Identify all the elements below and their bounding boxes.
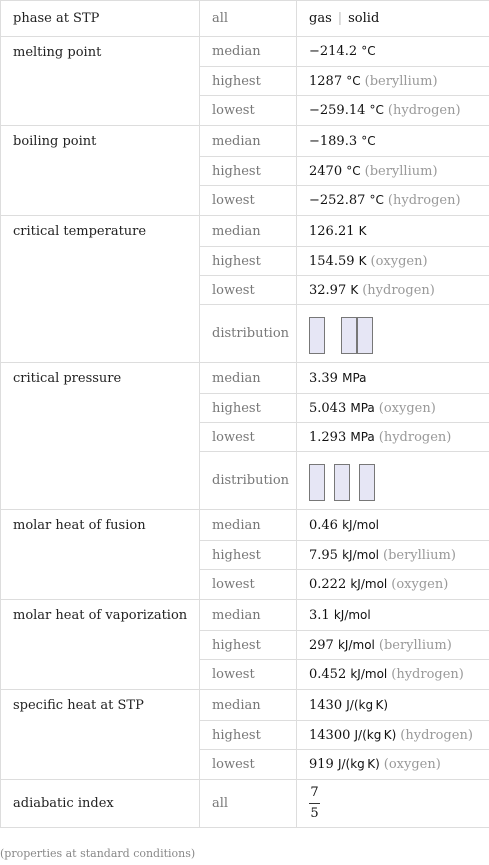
value: 3.1	[309, 607, 330, 623]
numerator: 7	[310, 785, 319, 800]
table-row	[1, 510, 489, 541]
value: 5.043	[309, 400, 347, 416]
row-label: critical pressure	[1, 363, 200, 510]
sub-label: highest	[200, 157, 297, 186]
sub-label: highest	[200, 541, 297, 570]
unit: MPa	[350, 400, 375, 415]
row-label: melting point	[1, 37, 200, 126]
element-note: (beryllium)	[364, 73, 438, 89]
sub-label: distribution	[200, 305, 297, 363]
sub-label: lowest	[200, 423, 297, 452]
value-cell	[297, 394, 489, 423]
sub-label: median	[200, 37, 297, 67]
element-note: (hydrogen)	[378, 429, 452, 445]
unit: kJ/mol	[342, 547, 379, 562]
element-note: (beryllium)	[364, 163, 438, 179]
phase-solid: solid	[348, 11, 380, 26]
histogram-bar	[357, 317, 373, 354]
histogram-bar	[309, 464, 325, 501]
histogram-bar	[309, 317, 325, 354]
unit: MPa	[350, 429, 375, 444]
unit: °C	[361, 44, 376, 58]
unit: J/(kg K)	[337, 757, 380, 771]
value-cell	[297, 157, 489, 186]
value: 0.452	[309, 667, 347, 682]
table-row	[1, 37, 489, 67]
value: 1430	[309, 697, 343, 713]
sub-label: lowest	[200, 96, 297, 126]
unit: °C	[369, 103, 384, 117]
row-label: critical temperature	[1, 216, 200, 363]
unit: MPa	[342, 370, 367, 385]
element-note: (hydrogen)	[387, 103, 461, 118]
value-cell	[297, 216, 489, 247]
value: 0.222	[309, 577, 347, 592]
element-note: (hydrogen)	[362, 282, 435, 298]
element-note: (hydrogen)	[387, 193, 461, 208]
value-cell	[297, 67, 489, 96]
element-note: (oxygen)	[370, 253, 428, 269]
sub-label: median	[200, 216, 297, 247]
sub-label: highest	[200, 247, 297, 276]
unit: K	[350, 282, 359, 297]
value-cell	[297, 37, 489, 67]
phase-values	[297, 1, 489, 37]
sub-label: median	[200, 690, 297, 721]
unit: J/(kg K)	[354, 727, 397, 742]
element-note: (oxygen)	[383, 757, 441, 772]
element-note: (oxygen)	[391, 577, 449, 592]
histogram-bar	[341, 317, 357, 354]
value: 126.21	[309, 223, 355, 239]
sub-label: lowest	[200, 750, 297, 780]
value: 32.97	[309, 282, 347, 298]
value-cell	[297, 570, 489, 600]
histogram-bar	[334, 464, 350, 501]
unit: °C	[346, 163, 361, 178]
table-row	[1, 216, 489, 247]
value-cell	[297, 690, 489, 721]
separator: |	[337, 11, 343, 26]
value: −214.2	[309, 44, 358, 59]
value-cell	[297, 541, 489, 570]
value-cell	[297, 423, 489, 452]
footer-note: (properties at standard conditions)	[0, 847, 196, 860]
sub-label: lowest	[200, 186, 297, 216]
value: 154.59	[309, 253, 355, 269]
value: 3.39	[309, 370, 338, 386]
phase-gas: gas	[309, 11, 332, 26]
sub-label: all	[200, 1, 297, 37]
value: 1287	[309, 73, 343, 89]
value-cell	[297, 186, 489, 216]
sub-label: lowest	[200, 660, 297, 690]
element-note: (beryllium)	[383, 547, 456, 563]
value: −189.3	[309, 133, 358, 149]
row-label: boiling point	[1, 126, 200, 216]
table-row	[1, 363, 489, 394]
unit: kJ/mol	[342, 517, 379, 532]
value-cell	[297, 276, 489, 305]
value: 2470	[309, 163, 343, 179]
value-cell	[297, 363, 489, 394]
sub-label: median	[200, 363, 297, 394]
distribution-cell	[297, 305, 489, 363]
unit: K	[358, 223, 367, 238]
sub-label: median	[200, 126, 297, 157]
value: 297	[309, 637, 334, 653]
value-cell	[297, 631, 489, 660]
value-cell	[297, 510, 489, 541]
unit: °C	[361, 133, 376, 148]
fraction	[309, 785, 320, 822]
unit: K	[358, 253, 367, 268]
unit: J/(kg K)	[346, 697, 389, 712]
value-cell	[297, 721, 489, 750]
row-label: adiabatic index	[1, 780, 200, 828]
sub-label: highest	[200, 67, 297, 96]
sub-label: highest	[200, 394, 297, 423]
table-row	[1, 126, 489, 157]
distribution-cell	[297, 452, 489, 510]
sub-label: highest	[200, 721, 297, 750]
distribution-histogram	[309, 461, 489, 501]
histogram-bar	[359, 464, 375, 501]
value: 0.46	[309, 517, 338, 533]
sub-label: highest	[200, 631, 297, 660]
value-cell	[297, 600, 489, 631]
value-cell	[297, 96, 489, 126]
value: 7.95	[309, 547, 338, 563]
value: 919	[309, 757, 334, 772]
fraction-bar	[309, 803, 320, 804]
value-cell	[297, 780, 489, 828]
unit: °C	[369, 193, 384, 207]
unit: kJ/mol	[350, 667, 388, 681]
element-note: (beryllium)	[378, 637, 452, 653]
table-row	[1, 600, 489, 631]
value: −252.87	[309, 193, 366, 208]
value-cell	[297, 126, 489, 157]
table-row	[1, 780, 489, 828]
value: −259.14	[309, 103, 366, 118]
row-label: molar heat of fusion	[1, 510, 200, 600]
unit: kJ/mol	[350, 577, 388, 591]
value-cell	[297, 660, 489, 690]
table-row	[1, 1, 489, 37]
sub-label: all	[200, 780, 297, 828]
distribution-histogram	[309, 314, 489, 354]
unit: kJ/mol	[333, 607, 371, 622]
value: 1.293	[309, 429, 347, 445]
table-row	[1, 690, 489, 721]
unit: °C	[346, 73, 361, 88]
row-label: molar heat of vaporization	[1, 600, 200, 690]
row-label: phase at STP	[1, 1, 200, 37]
value-cell	[297, 247, 489, 276]
unit: kJ/mol	[337, 637, 375, 652]
value: 14300	[309, 727, 351, 743]
element-note: (hydrogen)	[400, 727, 473, 743]
sub-label: lowest	[200, 570, 297, 600]
sub-label: distribution	[200, 452, 297, 510]
sub-label: median	[200, 510, 297, 541]
row-label: specific heat at STP	[1, 690, 200, 780]
sub-label: median	[200, 600, 297, 631]
denominator: 5	[310, 806, 319, 821]
sub-label: lowest	[200, 276, 297, 305]
element-note: (hydrogen)	[391, 667, 464, 682]
value-cell	[297, 750, 489, 780]
element-note: (oxygen)	[378, 400, 436, 416]
